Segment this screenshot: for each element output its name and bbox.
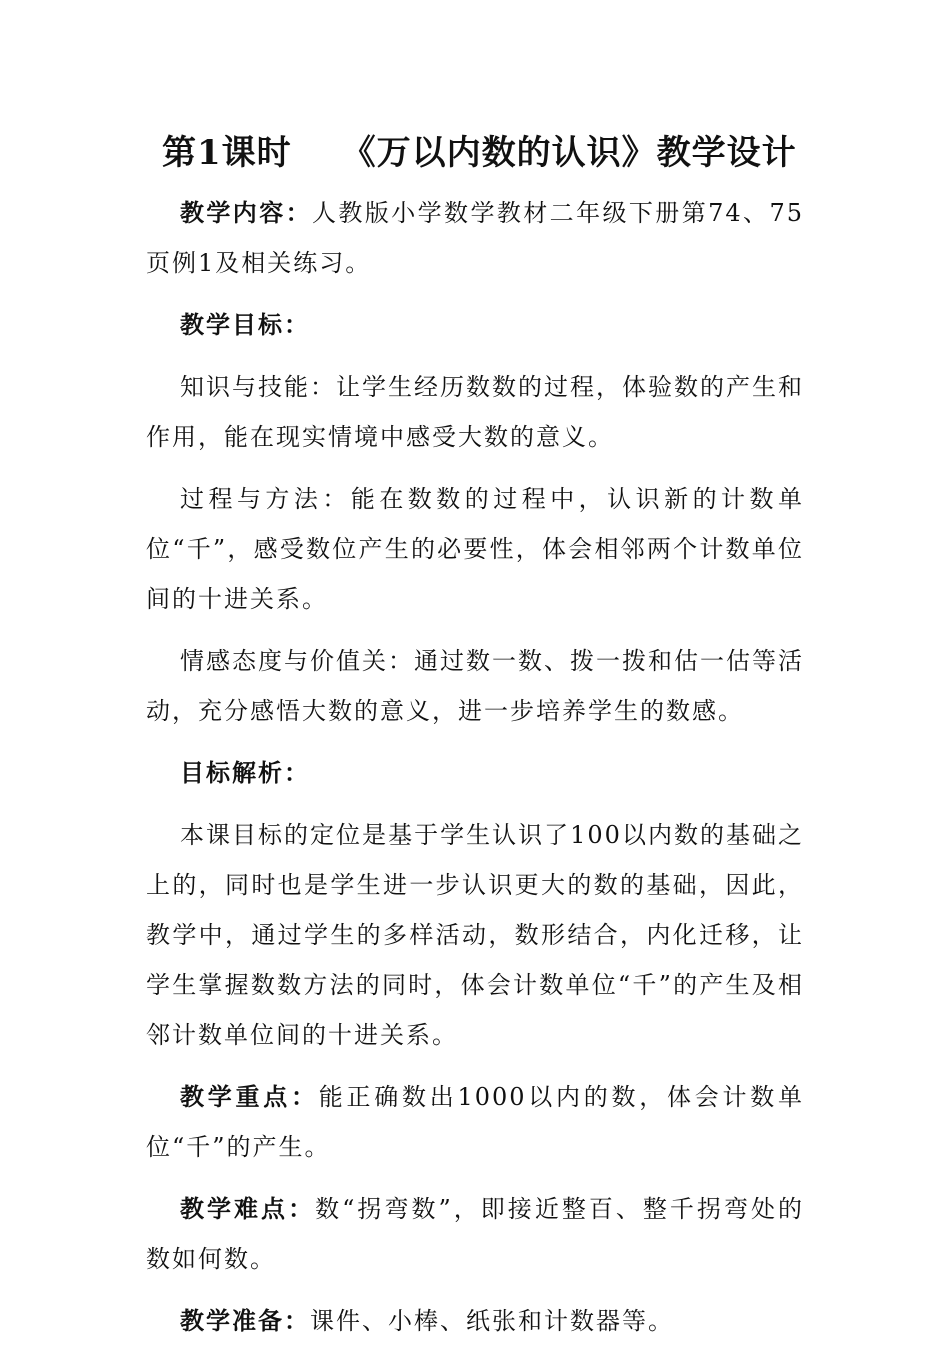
title-lesson-number: 第1课时 [162,133,292,173]
difficulty-text: 数“拐弯数”，即接近整百、整千拐弯处的数如何数。 [146,1195,805,1273]
preparation-label: 教学准备： [180,1306,310,1335]
key-point-text: 能正确数出1000以内的数，体会计数单位“千”的产生。 [146,1083,805,1161]
difficulty-paragraph [146,1184,804,1284]
key-point-label: 教学重点： [180,1082,319,1111]
objective-emotion: 情感态度与价值关：通过数一数、拨一拨和估一估等活动，充分感悟大数的意义，进一步培养学生的数感。 [146,647,804,725]
objectives-heading: 教学目标： [180,310,310,339]
key-point-paragraph [146,1072,804,1172]
teaching-content-label: 教学内容： [180,198,313,227]
analysis-heading: 目标解析： [180,758,310,787]
teaching-content-text: 人教版小学数学教材二年级下册第74、75页例1及相关练习。 [146,199,805,277]
objectives-heading-paragraph [146,300,804,350]
preparation-paragraph [146,1296,804,1346]
analysis-text: 本课目标的定位是基于学生认识了100以内数的基础之上的，同时也是学生进一步认识更大的数的基础，因此，教学中，通过学生的多样活动，数形结合，内化迁移，让学生掌握数数方法的同时，体会计数单位“千”的产生及相邻计数单位间的十进关系。 [146,821,804,1049]
objective-process: 过程与方法：能在数数的过程中，认识新的计数单位“千”，感受数位产生的必要性，体会相邻两个计数单位间的十进关系。 [146,485,804,613]
analysis-heading-paragraph [146,748,804,798]
document-title [146,130,804,176]
objective-knowledge: 知识与技能：让学生经历数数的过程，体验数的产生和作用，能在现实情境中感受大数的意义。 [146,373,804,451]
title-main: 《万以内数的认识》教学设计 [341,133,797,173]
preparation-text: 课件、小棒、纸张和计数器等。 [310,1307,674,1335]
teaching-content-paragraph [146,188,804,288]
difficulty-label: 教学难点： [180,1194,316,1223]
